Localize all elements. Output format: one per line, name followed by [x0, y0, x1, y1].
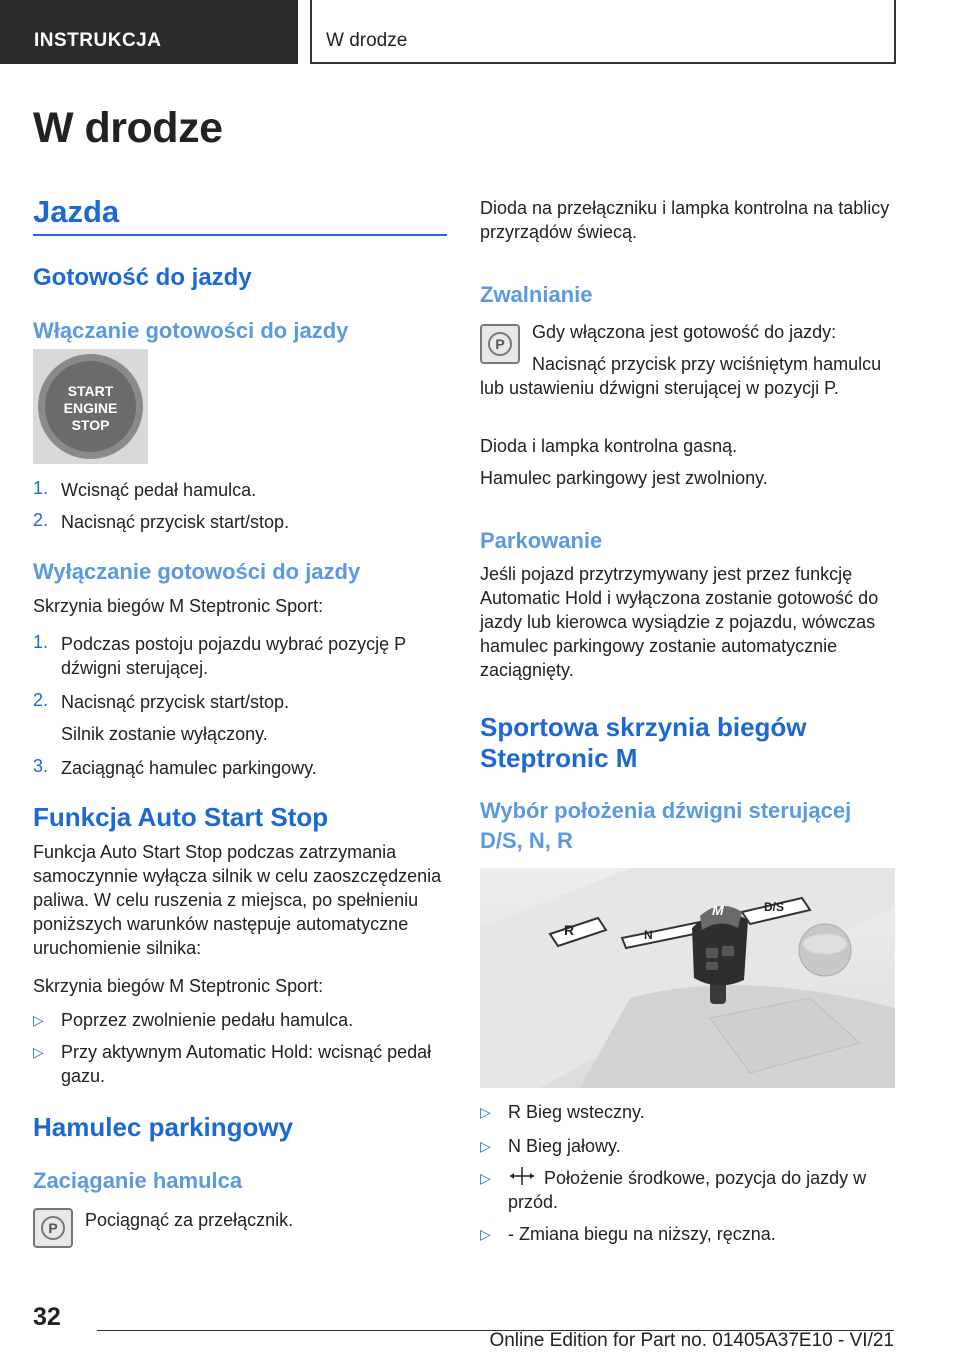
parking-brake-icon-label: P — [48, 1220, 58, 1236]
button-label-start: START — [67, 383, 114, 399]
bullet-triangle-icon: ▷ — [480, 1226, 491, 1242]
step-number: 3. — [33, 756, 49, 776]
paragraph-auto: Funkcja Auto Start Stop podczas zatrzymania samoczynnie wyłącza silnik w celu zaoszczędzenia paliwa. W celu ruszenia z miejsca, po spełnieniu poniższych warunków następuje automatyczne uruchomienie silnika: — [33, 842, 442, 958]
step-number: 2. — [33, 510, 49, 530]
step-text: Nacisnąć przycisk start/stop. — [61, 692, 290, 712]
bullet-triangle-icon: ▷ — [480, 1170, 491, 1186]
step-text: Nacisnąć przycisk start/stop. — [61, 512, 290, 532]
parking-brake-icon-label: P — [495, 336, 505, 352]
paragraph-parkowanie: Jeśli pojazd przytrzymywany jest przez funkcję Automatic Hold i wyłączona zostanie gotowość do jazdy lub kierowca wysiądzie z pojazdu, wówczas hamulec parkingowy zostanie automatycznie zaciągnięty. — [480, 564, 879, 680]
bullet-text: R Bieg wsteczny. — [508, 1102, 645, 1122]
heading-wybor: Wybór położenia dźwigni sterującej D/S, N, R — [480, 798, 852, 853]
header-chapter-tab — [310, 0, 896, 64]
step-text: Zaciągnąć hamulec parkingowy. — [61, 758, 317, 778]
gear-label-m: M — [712, 902, 724, 918]
gear-label-n: N — [644, 928, 653, 942]
heading-hamulec: Hamulec parkingowy — [33, 1112, 294, 1142]
step-note: Silnik zostanie wyłączony. — [61, 724, 268, 744]
header-section-tab — [0, 0, 298, 64]
heading-zaciaganie: Zaciąganie hamulca — [33, 1168, 243, 1193]
step-number: 1. — [33, 478, 49, 498]
paragraph-skrzynia: Skrzynia biegów M Steptronic Sport: — [33, 596, 324, 616]
parking-brake-icon — [33, 1208, 73, 1248]
bullet-text: N Bieg jałowy. — [508, 1136, 621, 1156]
gear-label-r: R — [564, 922, 575, 938]
step-number: 2. — [33, 690, 49, 710]
bullet-text: Przy aktywnym Automatic Hold: wcisnąć pedał gazu. — [61, 1042, 432, 1086]
bullet-triangle-icon: ▷ — [480, 1104, 491, 1120]
gear-selector-illustration — [480, 868, 895, 1088]
gear-label-ds: D/S — [764, 900, 785, 914]
bullet-text: Położenie środkowe, pozycja do jazdy w przód. — [508, 1168, 867, 1212]
paragraph-zwalnianie-2: Nacisnąć przycisk przy wciśniętym hamulcu lub ustawieniu dźwigni sterującej w pozycji P. — [480, 354, 882, 398]
footer-edition: Online Edition for Part no. 01405A37E10 - VI/21 — [489, 1330, 894, 1351]
start-engine-stop-button-image — [33, 349, 148, 464]
header-chapter-label: W drodze — [326, 30, 408, 51]
heading-wylaczanie: Wyłączanie gotowości do jazdy — [33, 559, 361, 584]
bullet-triangle-icon: ▷ — [480, 1138, 491, 1154]
bullet-triangle-icon: ▷ — [33, 1012, 44, 1028]
heading-jazda: Jazda — [33, 194, 120, 229]
gear-selector-image — [480, 868, 895, 1088]
button-face — [45, 361, 136, 452]
heading-parkowanie: Parkowanie — [480, 528, 603, 553]
paragraph-dioda-gasna: Dioda i lampka kontrolna gasną. — [480, 436, 738, 456]
heading-zwalnianie: Zwalnianie — [480, 282, 593, 307]
page-number: 32 — [33, 1303, 61, 1331]
paragraph-dioda: Dioda na przełączniku i lampka kontrolna na tablicy przyrządów świecą. — [480, 198, 890, 242]
bullet-triangle-icon: ▷ — [33, 1044, 44, 1060]
heading-wlaczanie: Włączanie gotowości do jazdy — [33, 318, 349, 343]
heading-rule — [33, 234, 447, 236]
header-section-label: INSTRUKCJA — [34, 30, 162, 51]
page-title: W drodze — [33, 104, 223, 152]
step-number: 1. — [33, 632, 49, 652]
button-label-engine: ENGINE — [63, 400, 118, 416]
bullet-text: Poprzez zwolnienie pedału hamulca. — [61, 1010, 354, 1030]
heading-gotowosc: Gotowość do jazdy — [33, 264, 252, 291]
step-text: Podczas postoju pojazdu wybrać pozycję P dźwigni sterującej. — [61, 634, 406, 678]
paragraph-skrzynia: Skrzynia biegów M Steptronic Sport: — [33, 976, 324, 996]
button-label-stop: STOP — [71, 417, 110, 433]
paragraph-zaciaganie: Pociągnąć za przełącznik. — [85, 1210, 294, 1230]
step-text: Wcisnąć pedał hamulca. — [61, 480, 257, 500]
heading-sportowa: Sportowa skrzynia biegów Steptronic M — [480, 712, 807, 773]
heading-auto-start-stop: Funkcja Auto Start Stop — [33, 802, 329, 832]
paragraph-hamulec-zwolniony: Hamulec parkingowy jest zwolniony. — [480, 468, 768, 488]
paragraph-zwalnianie-1: Gdy włączona jest gotowość do jazdy: — [532, 322, 837, 342]
bullet-text: - Zmiana biegu na niższy, ręczna. — [508, 1224, 776, 1244]
